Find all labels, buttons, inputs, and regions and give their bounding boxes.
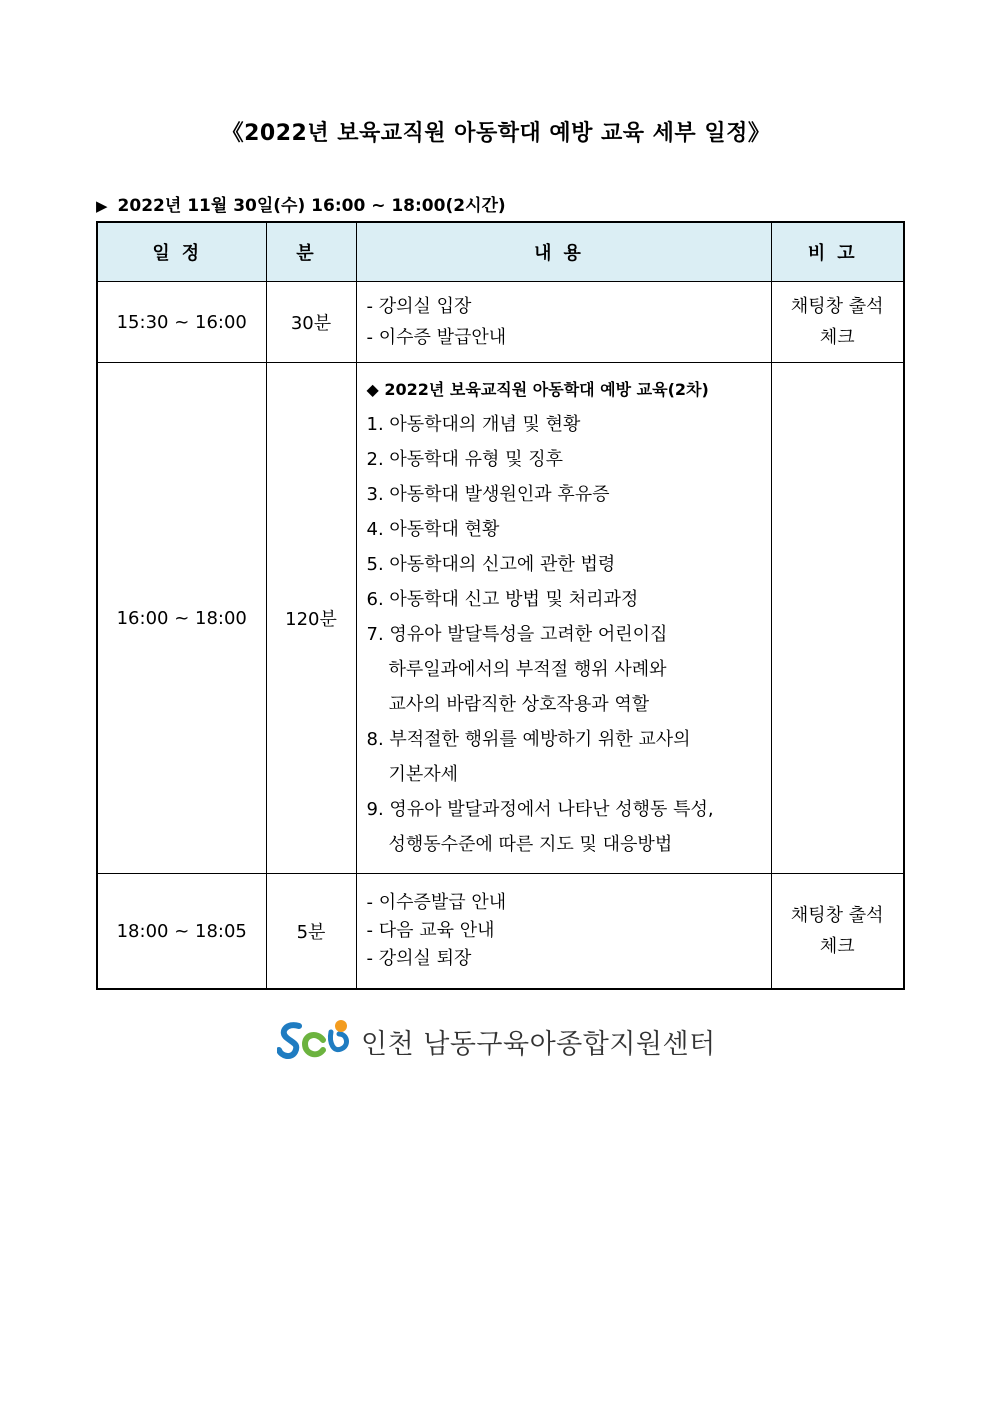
page-title: 《2022년 보육교직원 아동학대 예방 교육 세부 일정》 (221, 121, 771, 146)
table-row (97, 282, 904, 363)
list-item (367, 582, 763, 617)
arrow-right-icon: ▶ (96, 197, 108, 215)
list-item (367, 792, 763, 862)
row-time: 16:00 ~ 18:00 (97, 363, 266, 874)
list-item-continuation: 기본자세 (388, 763, 459, 785)
list-item (367, 442, 763, 477)
list-item-text: 4. 아동학대 현황 (366, 518, 500, 540)
row-minutes: 5분 (266, 874, 356, 990)
content-line: - 강의실 퇴장 (366, 948, 472, 969)
schedule-table (96, 221, 905, 990)
note-line: 채팅창 출석 (790, 905, 884, 926)
list-item-text: 7. 영유아 발달특성을 고려한 어린이집 (366, 623, 668, 645)
row-time: 18:00 ~ 18:05 (97, 874, 266, 990)
header-minutes: 분 (266, 222, 356, 282)
row-minutes: 120분 (266, 363, 356, 874)
header-content: 내용 (356, 222, 771, 282)
schedule-date (96, 191, 506, 216)
list-item (367, 407, 763, 442)
list-item-text: 2. 아동학대 유형 및 징후 (366, 448, 564, 470)
row-note (771, 363, 904, 874)
row-time: 15:30 ~ 16:00 (97, 282, 266, 363)
table-row (97, 874, 904, 990)
list-item (367, 512, 763, 547)
header-schedule: 일정 (97, 222, 266, 282)
list-item-text: 8. 부적절한 행위를 예방하기 위한 교사의 (366, 728, 691, 750)
list-item-text: 6. 아동학대 신고 방법 및 처리과정 (366, 588, 639, 610)
center-logo-icon (277, 1018, 353, 1064)
content-line: - 이수증발급 안내 (366, 892, 507, 913)
row-note (771, 282, 904, 363)
table-header-row (97, 222, 904, 282)
note-line: 체크 (819, 936, 855, 957)
list-item (367, 617, 763, 722)
list-item-continuation: 교사의 바람직한 상호작용과 역할 (388, 693, 650, 715)
note-line: 체크 (819, 327, 855, 348)
list-item-text: 3. 아동학대 발생원인과 후유증 (366, 483, 610, 505)
schedule-date-text: 2022년 11월 30일(수) 16:00 ~ 18:00(2시간) (117, 196, 506, 216)
content-line: - 강의실 입장 (366, 296, 472, 317)
list-item-continuation: 하루일과에서의 부적절 행위 사례와 (388, 658, 667, 680)
list-item (367, 477, 763, 512)
list-item-text: 9. 영유아 발달과정에서 나타난 성행동 특성, (366, 798, 714, 820)
list-item (367, 722, 763, 792)
list-item-continuation: 성행동수준에 따른 지도 및 대응방법 (388, 833, 673, 855)
row-minutes: 30분 (266, 282, 356, 363)
center-logo-text: 인천 남동구육아종합지원센터 (361, 1028, 716, 1060)
list-item (367, 547, 763, 582)
row-note (771, 874, 904, 990)
table-row (97, 363, 904, 874)
row-content (356, 363, 771, 874)
list-item-text: 1. 아동학대의 개념 및 현황 (366, 413, 581, 435)
center-logo (277, 1018, 716, 1064)
section-heading: ◆ 2022년 보육교직원 아동학대 예방 교육(2차) (366, 379, 709, 399)
note-line: 채팅창 출석 (790, 296, 884, 317)
row-content (356, 874, 771, 990)
header-note: 비고 (771, 222, 904, 282)
content-line: - 이수증 발급안내 (366, 327, 507, 348)
row-content (356, 282, 771, 363)
list-item-text: 5. 아동학대의 신고에 관한 법령 (366, 553, 616, 575)
content-line: - 다음 교육 안내 (366, 920, 495, 941)
